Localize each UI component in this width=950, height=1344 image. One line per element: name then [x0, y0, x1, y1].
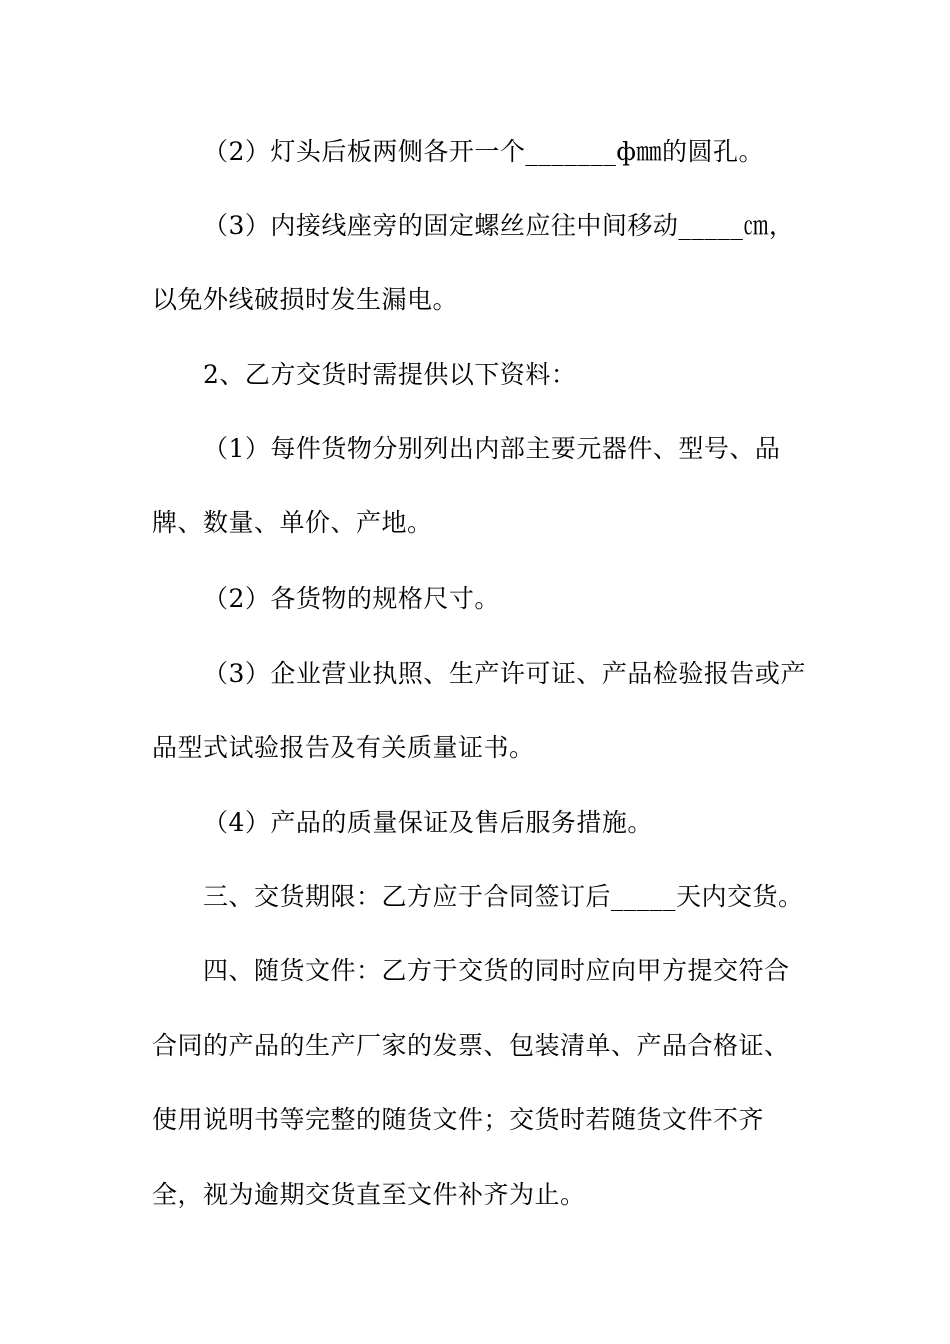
- text-line-shipping-docs-cont-2: 使用说明书等完整的随货文件；交货时若随货文件不齐: [152, 1105, 765, 1134]
- text-line-screw-spec: （3）内接线座旁的固定螺丝应往中间移动_____㎝，: [203, 211, 795, 240]
- text-line-hole-spec: （2）灯头后板两侧各开一个_______ф㎜的圆孔。: [203, 137, 764, 166]
- text-line-licenses: （3）企业营业执照、生产许可证、产品检验报告或产: [203, 659, 806, 688]
- text-line-shipping-docs: 四、随货文件：乙方于交货的同时应向甲方提交符合: [203, 956, 790, 985]
- text-line-screw-spec-cont: 以免外线破损时发生漏电。: [152, 285, 459, 314]
- text-line-components-list-cont: 牌、数量、单价、产地。: [152, 508, 433, 537]
- text-line-delivery-docs-title: 2、乙方交货时需提供以下资料：: [203, 360, 577, 389]
- text-line-components-list: （1）每件货物分别列出内部主要元器件、型号、品: [203, 434, 781, 463]
- text-line-licenses-cont: 品型式试验报告及有关质量证书。: [152, 733, 535, 762]
- text-line-shipping-docs-cont-1: 合同的产品的生产厂家的发票、包装清单、产品合格证、: [152, 1031, 790, 1060]
- text-line-dimensions: （2）各货物的规格尺寸。: [203, 584, 500, 613]
- text-line-warranty: （4）产品的质量保证及售后服务措施。: [203, 808, 653, 837]
- text-line-shipping-docs-cont-3: 全，视为逾期交货直至文件补齐为止。: [152, 1180, 586, 1209]
- text-line-delivery-deadline: 三、交货期限：乙方应于合同签订后_____天内交货。: [203, 882, 804, 911]
